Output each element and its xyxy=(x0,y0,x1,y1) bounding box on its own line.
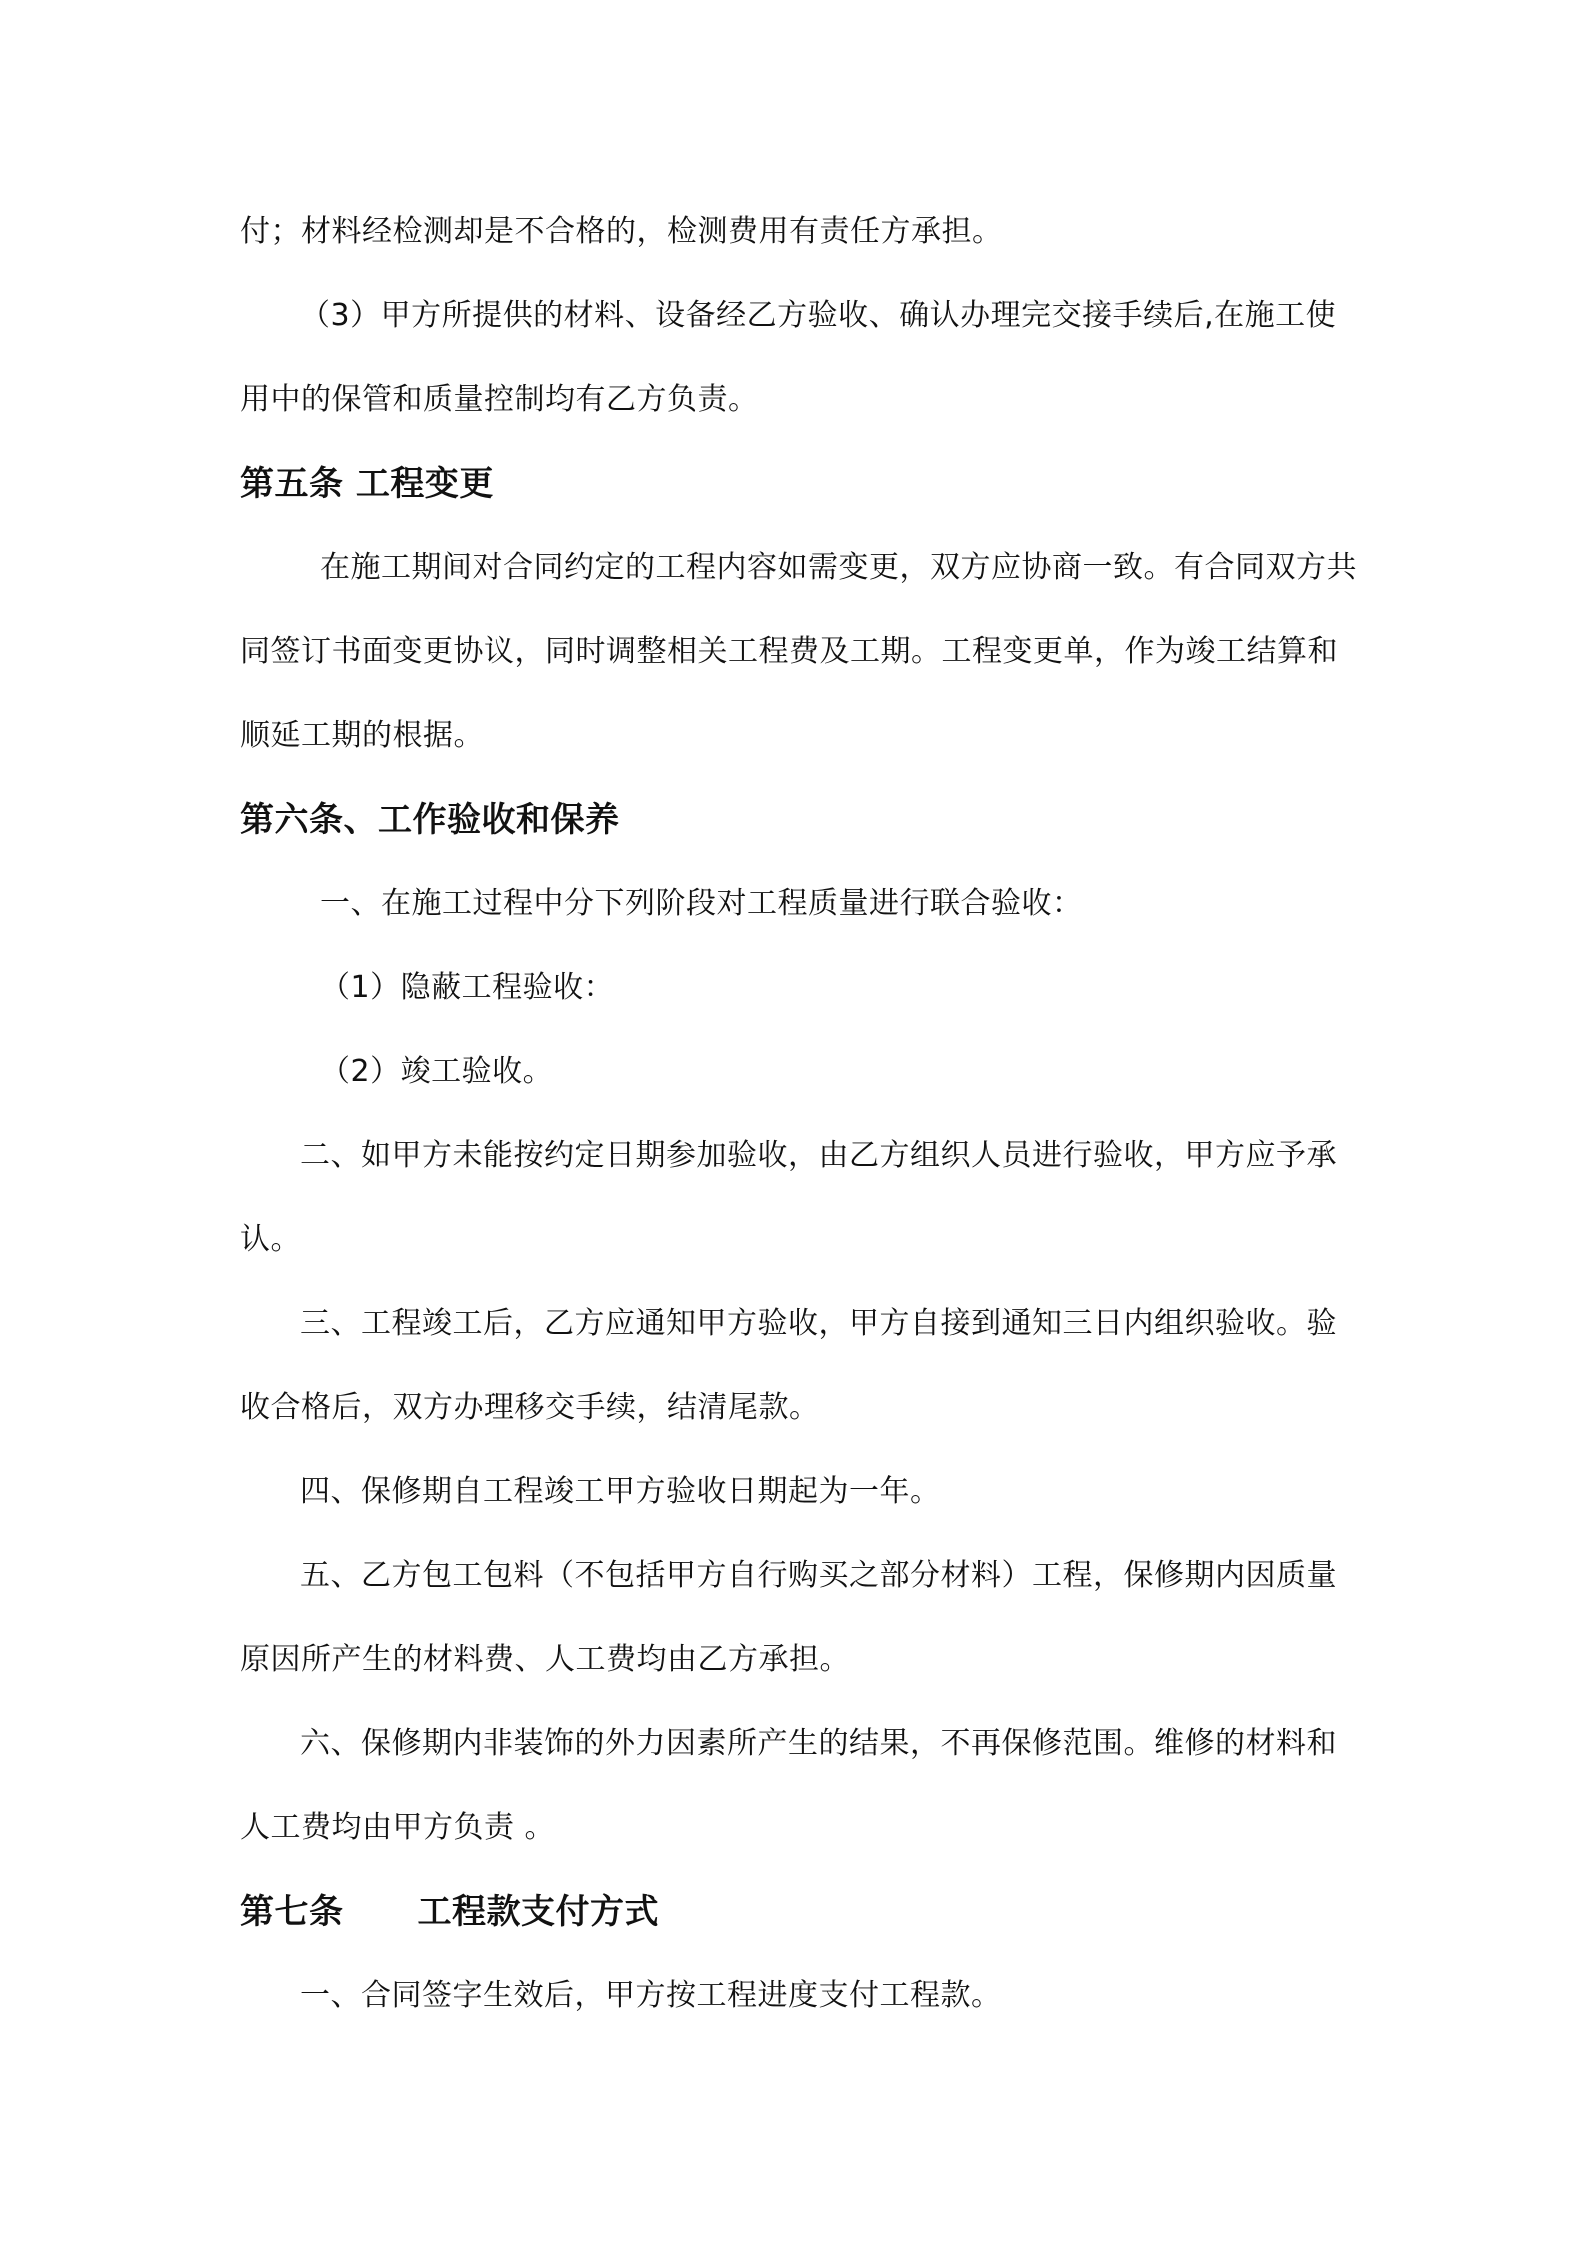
paragraph-inspection-fee: 付；材料经检测却是不合格的，检测费用有责任方承担。 xyxy=(240,214,1003,249)
paragraph-warranty-exclusion: 六、保修期内非装饰的外力因素所产生的结果，不再保修范围。维修的材料和人工费均由甲方负责 。 xyxy=(240,1726,1337,1845)
paragraph-payment-progress: 一、合同签字生效后，甲方按工程进度支付工程款。 xyxy=(300,1978,1002,2013)
paragraph-completion-notice: 三、工程竣工后，乙方应通知甲方验收，甲方自接到通知三日内组织验收。验收合格后，双方办理移交手续，结清尾款。 xyxy=(240,1306,1337,1425)
paragraph-absent-acceptance: 二、如甲方未能按约定日期参加验收，由乙方组织人员进行验收，甲方应予承认。 xyxy=(240,1138,1337,1257)
paragraph-joint-acceptance: 一、在施工过程中分下列阶段对工程质量进行联合验收： xyxy=(320,886,1083,921)
heading-article-6: 第六条、工作验收和保养 xyxy=(240,800,620,840)
paragraph-engineering-change: 在施工期间对合同约定的工程内容如需变更，双方应协商一致。有合同双方共同签订书面变更协议，同时调整相关工程费及工期。工程变更单，作为竣工结算和顺延工期的根据。 xyxy=(240,550,1357,753)
document-body xyxy=(240,190,1360,2038)
heading-article-5: 第五条 工程变更 xyxy=(240,464,494,504)
paragraph-warranty-period: 四、保修期自工程竣工甲方验收日期起为一年。 xyxy=(300,1474,941,1509)
paragraph-material-custody: （3）甲方所提供的材料、设备经乙方验收、确认办理完交接手续后,在施工使用中的保管和质量控制均有乙方负责。 xyxy=(240,298,1337,417)
paragraph-completion-acceptance: （2）竣工验收。 xyxy=(320,1054,554,1089)
paragraph-concealed-acceptance: （1）隐蔽工程验收： xyxy=(320,970,615,1005)
heading-article-7: 第七条 工程款支付方式 xyxy=(240,1892,660,1932)
paragraph-warranty-cost: 五、乙方包工包料（不包括甲方自行购买之部分材料）工程，保修期内因质量原因所产生的材料费、人工费均由乙方承担。 xyxy=(240,1558,1337,1677)
